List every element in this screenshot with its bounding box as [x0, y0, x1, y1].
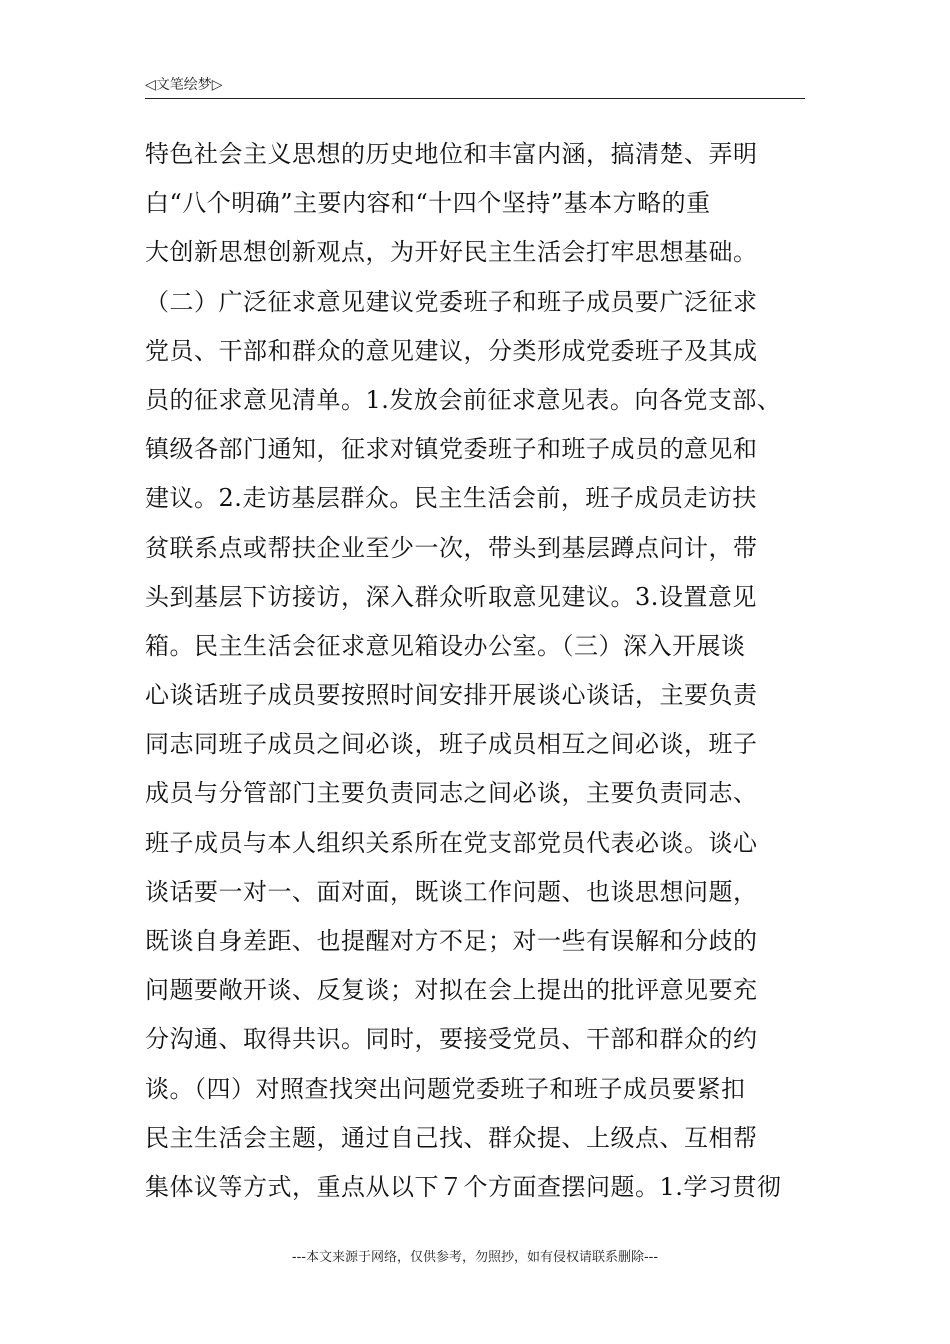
header-title: ◁文笔绘梦▷: [145, 77, 223, 93]
body-line: 心谈话班子成员要按照时间安排开展谈心谈话，主要负责: [145, 681, 758, 710]
body-line: （二）广泛征求意见建议党委班子和班子成员要广泛征求: [145, 287, 758, 316]
document-body: [145, 130, 813, 1212]
body-line: 谈话要一对一、面对面，既谈工作问题、也谈思想问题，: [145, 877, 758, 906]
body-line: 白“八个明确”主要内容和“十四个坚持”基本方略的重: [145, 189, 711, 218]
body-line: 既谈自身差距、也提醒对方不足；对一些有误解和分歧的: [145, 927, 758, 955]
body-line: 贫联系点或帮扶企业至少一次，带头到基层蹲点问计，带: [145, 533, 758, 562]
body-line: 班子成员与本人组织关系所在党支部党员代表必谈。谈心: [145, 828, 758, 857]
body-line: 成员与分管部门主要负责同志之间必谈，主要负责同志、: [145, 779, 758, 808]
body-line: 党员、干部和群众的意见建议，分类形成党委班子及其成: [145, 336, 758, 365]
page-header: [145, 72, 805, 99]
body-line: 员的征求意见清单。1.发放会前征求意见表。向各党支部、: [145, 385, 782, 414]
body-line: 大创新思想创新观点，为开好民主生活会打牢思想基础。: [145, 238, 758, 267]
body-line: 建议。2.走访基层群众。民主生活会前，班子成员走访扶: [145, 484, 757, 513]
body-line: 谈。（四）对照查找突出问题党委班子和班子成员要紧扣: [145, 1074, 746, 1103]
page-footer: ---本文来源于网络，仅供参考，勿照抄，如有侵权请联系删除---: [291, 1250, 659, 1265]
body-line: 问题要敞开谈、反复谈；对拟在会上提出的批评意见要充: [145, 976, 758, 1005]
body-line: 民主生活会主题，通过自己找、群众提、上级点、互相帮: [145, 1123, 758, 1152]
body-line: 特色社会主义思想的历史地位和丰富内涵，搞清楚、弄明: [145, 140, 758, 168]
body-line: 集体议等方式，重点从以下７个方面查摆问题。1.学习贯彻: [145, 1172, 782, 1201]
body-line: 头到基层下访接访，深入群众听取意见建议。3.设置意见: [145, 582, 757, 611]
body-line: 箱。民主生活会征求意见箱设办公室。（三）深入开展谈: [145, 631, 746, 660]
body-line: 分沟通、取得共识。同时，要接受党员、干部和群众的约: [145, 1025, 758, 1054]
body-line: 同志同班子成员之间必谈，班子成员相互之间必谈，班子: [145, 730, 758, 759]
body-line: 镇级各部门通知，征求对镇党委班子和班子成员的意见和: [145, 435, 758, 464]
